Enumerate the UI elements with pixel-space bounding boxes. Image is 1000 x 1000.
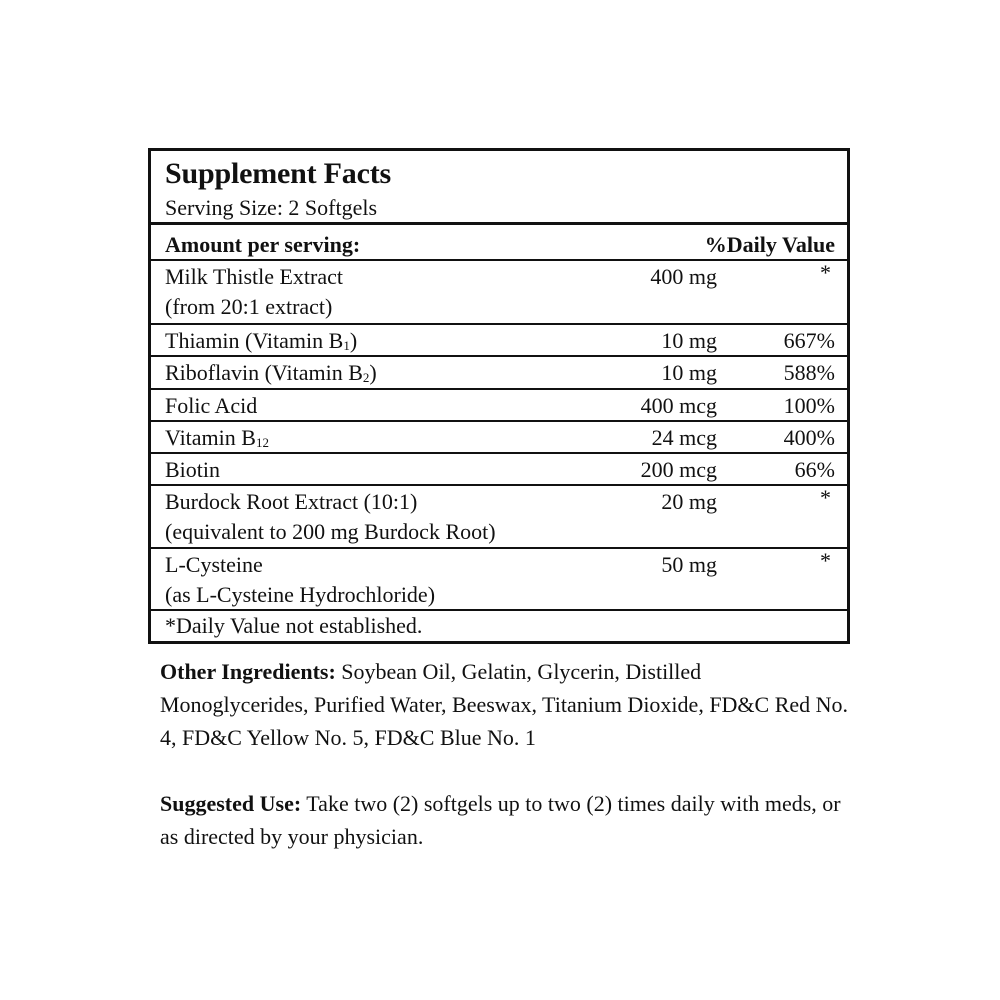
footnote-text: *Daily Value not established. (165, 613, 423, 638)
nutrient-amount: 24 mcg (651, 425, 717, 450)
supplement-facts-panel (148, 148, 850, 644)
nutrient-amount: 400 mg (650, 264, 717, 289)
nutrient-row-burdock-root (151, 486, 847, 549)
amount-per-serving-header: Amount per serving: (165, 232, 361, 257)
nutrient-amount: 400 mcg (640, 393, 717, 418)
other-ingredients (160, 655, 850, 754)
nutrient-amount: 200 mcg (640, 457, 717, 482)
nutrient-detail: (equivalent to 200 mg Burdock Root) (165, 519, 496, 544)
nutrient-daily-value: * (820, 260, 831, 285)
nutrient-name: Biotin (165, 457, 221, 482)
title-block (151, 151, 847, 225)
nutrient-row-milk-thistle (151, 261, 847, 325)
nutrient-name: Vitamin $B_{12}$ (165, 425, 269, 450)
column-header-row (151, 225, 847, 261)
nutrient-row-thiamin (151, 325, 847, 357)
nutrient-row-folic-acid (151, 390, 847, 422)
nutrient-name: L-Cysteine (165, 552, 263, 577)
other-ingredients-label: Other Ingredients: (160, 659, 336, 684)
nutrient-amount: 10 mg (661, 328, 717, 353)
nutrient-row-vitamin-b12 (151, 422, 847, 454)
suggested-use (160, 787, 850, 853)
nutrient-name: Folic Acid (165, 393, 258, 418)
nutrient-daily-value: 588% (783, 360, 835, 385)
nutrient-amount: 10 mg (661, 360, 717, 385)
nutrient-daily-value: 100% (783, 393, 835, 418)
nutrient-amount: 20 mg (661, 489, 717, 514)
nutrient-row-l-cysteine (151, 549, 847, 611)
daily-value-footnote (151, 611, 847, 641)
nutrient-detail: (as L-Cysteine Hydrochloride) (165, 582, 436, 607)
daily-value-header: %Daily Value (704, 232, 835, 257)
nutrient-daily-value: * (820, 548, 831, 573)
suggested-use-label: Suggested Use: (160, 791, 302, 816)
panel-title: Supplement Facts (165, 157, 391, 190)
nutrient-daily-value: * (820, 485, 831, 510)
nutrient-detail: (from 20:1 extract) (165, 294, 333, 319)
nutrient-name: Burdock Root Extract (10:1) (165, 489, 418, 514)
nutrient-row-biotin (151, 454, 847, 486)
nutrient-row-riboflavin (151, 357, 847, 390)
nutrient-daily-value: 667% (783, 328, 835, 353)
serving-size: Serving Size: 2 Softgels (165, 195, 378, 220)
nutrient-name: Milk Thistle Extract (165, 264, 344, 289)
suggested-use-text: Take two (2) softgels up to two (2) times daily with meds, or as directed by your physician. (160, 791, 841, 849)
nutrient-name: Thiamin (Vitamin $B_1$) (165, 328, 358, 353)
nutrient-name: Riboflavin (Vitamin $B_2$) (165, 360, 377, 385)
nutrient-amount: 50 mg (661, 552, 717, 577)
nutrient-daily-value: 66% (794, 457, 835, 482)
other-ingredients-text: Soybean Oil, Gelatin, Glycerin, Distilled Monoglycerides, Purified Water, Beeswax, Titanium Dioxide, FD&C Red No. 4, FD&C Yellow No. 5, FD&C Blue No. 1 (160, 659, 849, 750)
nutrient-daily-value: 400% (783, 425, 835, 450)
